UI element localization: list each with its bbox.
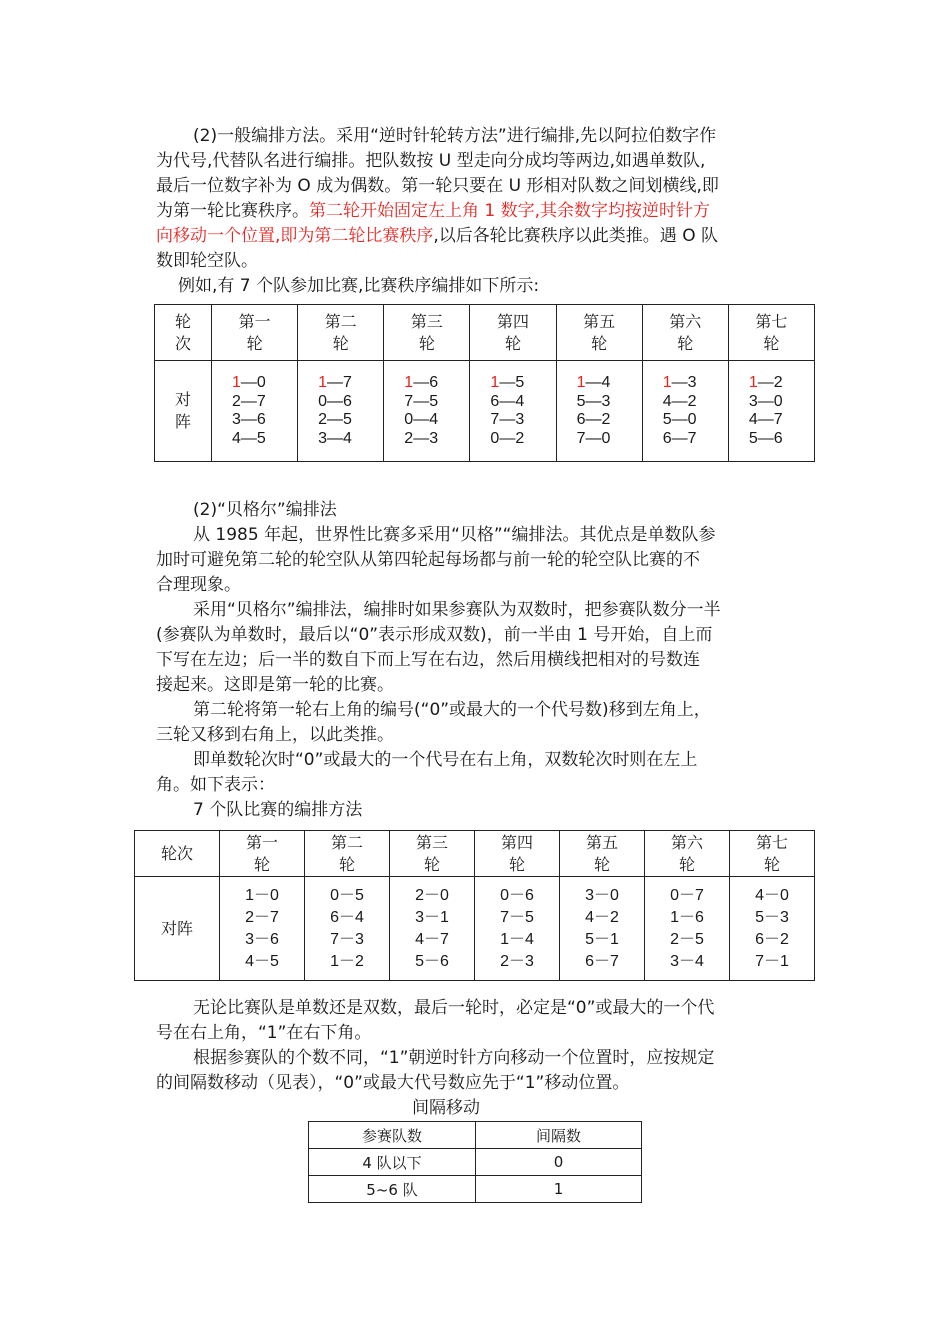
para1-line7: 例如,有 7 个队参加比赛,比赛秩序编排如下所示: [178,276,540,296]
pairing [232,393,297,412]
table1-round-2 [298,305,384,361]
pairing [404,393,469,412]
pairing-lead: 4 [662,392,672,410]
pairing [404,411,469,430]
t2-r6-a: 第六 [670,832,703,852]
para2-line5: 采用“贝格尔”编排法，编排时如果参赛队为双数时，把参赛队数分一半 [193,600,721,620]
table1-matchup-header-b: 阵 [174,412,191,431]
t2-r2-b: 轮 [338,854,355,874]
table2-round-2 [305,831,390,877]
t2-r4-b: 轮 [508,854,525,874]
para1-line3: 最后一位数字补为 O 成为偶数。第一轮只要在 U 形相对队数之间划横线,即 [156,176,719,196]
pairing [749,374,814,393]
pairing-lead: 1 [748,374,758,391]
table2-pairs-cell [730,877,815,981]
pairing-rest: —6 [240,411,266,428]
pairing: 3－6 [245,930,279,948]
table3-cell-teams: 4 队以下 [309,1149,476,1176]
para1-line6: 数即轮空队。 [156,251,258,271]
table2-header-row [135,831,815,877]
t1-r5-b: 轮 [591,333,608,353]
pairing: 1－4 [500,930,534,948]
pairing: 5－6 [415,952,449,970]
pairing: 4－2 [585,908,619,926]
table1-matchup-header [155,361,212,462]
berger-table [134,830,815,981]
pairing-lead: 4 [748,411,758,428]
table2-pairs-row [135,877,815,981]
para2-line7: 下写在左边；后一半的数自下而上写在右边，然后用横线把相对的号数连 [156,650,700,670]
pairing-rest: —7 [240,392,266,410]
pairing-rest: —4 [585,374,611,391]
pairing: 7－3 [330,930,364,948]
table2-round-1 [220,831,305,877]
t2-r3-b: 轮 [423,854,440,874]
para1-line4 [156,199,710,223]
pairing-lead: 2 [232,392,241,410]
pairing: 0－6 [500,886,534,904]
table1-round-header [155,305,212,361]
table2-pairs-cell [560,877,645,981]
pairing [749,411,814,430]
pairing-lead: 5 [748,429,758,447]
table1-pairs-cell [728,361,814,462]
pairing-lead: 5 [576,392,586,410]
table3-header-teams: 参赛队数 [309,1122,476,1149]
pairing-rest: —3 [499,411,525,428]
pairing-lead: 5 [662,411,672,428]
pairing-lead: 6 [662,429,672,447]
pairing-rest: —5 [413,392,439,410]
pairing-rest: —3 [585,392,611,410]
table2-round-3 [390,831,475,877]
para2-line2: 从 1985 年起，世界性比赛多采用“贝格”“编排法。其优点是单数队参 [193,525,716,545]
pairing-lead: 0 [490,429,500,447]
table3-cell-interval: 1 [476,1176,642,1203]
para3-line3: 根据参赛队的个数不同，“1”朝逆时针方向移动一个位置时，应按规定 [193,1048,715,1068]
pairing-rest: —6 [413,374,439,391]
table1-round-4 [470,305,556,361]
pairing-lead: 4 [232,429,241,447]
pairing-rest: —3 [413,429,439,447]
table1-round-7 [728,305,814,361]
pairing: 4－7 [415,930,449,948]
t1-r4-a: 第四 [496,311,529,331]
t2-r7-b: 轮 [763,854,780,874]
pairing: 6－4 [330,908,364,926]
table3-header-interval: 间隔数 [476,1122,642,1149]
para1-line5-end: ,以后各轮比赛秩序以此类推。遇 O 队 [433,226,718,246]
pairing: 5－1 [585,930,619,948]
para3-line1: 无论比赛队是单数还是双数，最后一轮时，必定是“0”或最大的一个代 [193,998,715,1018]
pairing-lead: 1 [232,374,241,391]
pairing: 2－5 [670,930,704,948]
pairing [577,393,642,412]
pairing [404,374,469,393]
para2-line12: 角。如下表示： [156,775,275,795]
para2-line11: 即单数轮次时“0”或最大的一个代号在右上角，双数轮次时则在左上 [193,750,698,770]
t2-r1-b: 轮 [253,854,270,874]
t2-r5-a: 第五 [585,832,618,852]
para1-line5-highlight: 向移动一个位置,即为第二轮比赛秩序 [156,226,434,246]
t2-r5-b: 轮 [593,854,610,874]
pairing-rest: —3 [671,374,697,391]
pairing: 1－6 [670,908,704,926]
t1-r1-b: 轮 [246,333,263,353]
para2-line3: 加时可避免第二轮的轮空队从第四轮起每场都与前一轮的轮空队比赛的不 [156,550,700,570]
pairing: 2－3 [500,952,534,970]
pairing: 3－4 [670,952,704,970]
t2-r6-b: 轮 [678,854,695,874]
table2-pairs-cell [390,877,475,981]
t1-r3-b: 轮 [418,333,435,353]
t2-r2-a: 第二 [330,832,363,852]
t1-r6-a: 第六 [669,311,702,331]
t1-r2-b: 轮 [332,333,349,353]
table2-round-7 [730,831,815,877]
pairing-lead: 7 [576,429,586,447]
t1-r6-b: 轮 [677,333,694,353]
table1-pairs-cell [470,361,556,462]
pairing [749,430,814,449]
pairing [318,411,383,430]
pairing-rest: —2 [499,429,525,447]
pairing-rest: —0 [757,392,783,410]
table1-pairs-cell [384,361,470,462]
pairing [232,374,297,393]
t2-r1-a: 第一 [245,832,278,852]
table2-matchup-header: 对阵 [135,877,220,981]
pairing-rest: —2 [757,374,783,391]
pairing [404,430,469,449]
para3-line4: 的间隔数移动（见表），“0”或最大代号数应先于“1”移动位置。 [156,1073,630,1093]
pairing-lead: 1 [404,374,414,391]
table3-row [309,1149,642,1176]
rotation-table-1 [154,304,815,462]
pairing [490,411,555,430]
pairing-lead: 1 [490,374,500,391]
table1-round-header-b: 次 [174,333,191,353]
pairing-rest: —0 [585,429,611,447]
para1-line2: 为代号,代替队名进行编排。把队数按 U 型走向分成均等两边,如遇单数队, [156,151,706,171]
table1-round-header-a: 轮 [174,311,191,331]
pairing-lead: 6 [490,392,500,410]
pairing-lead: 6 [576,411,586,428]
pairing-lead: 1 [576,374,586,391]
pairing-rest: —4 [413,411,439,428]
pairing [232,411,297,430]
pairing-lead: 7 [490,411,500,428]
para2-line9: 第二轮将第一轮右上角的编号(“0”或最大的一个代号数)移到左角上， [193,700,711,720]
pairing-lead: 0 [404,411,414,428]
pairing: 1－0 [245,886,279,904]
table1-header-row [155,305,815,361]
para1-line4-highlight: 第二轮开始固定左上角 1 数字,其余数字均按逆时针方 [309,201,711,221]
para2-line10: 三轮又移到右角上，以此类推。 [156,725,394,745]
table2-pairs-cell [475,877,560,981]
pairing-rest: —4 [499,392,525,410]
t1-r3-a: 第三 [410,311,443,331]
para2-line4: 合理现象。 [156,575,241,595]
para2-line1: (2)“贝格尔”编排法 [193,500,337,520]
pairing-rest: —7 [327,374,352,391]
pairing [318,374,383,393]
table1-matchup-header-a: 对 [174,390,191,409]
table1-round-5 [556,305,642,361]
pairing [749,393,814,412]
pairing-lead: 3 [318,429,328,447]
table1-pairs-row [155,361,815,462]
pairing [490,374,555,393]
table2-pairs-cell [645,877,730,981]
table1-round-1 [212,305,298,361]
pairing: 4－0 [755,886,789,904]
pairing-rest: —7 [757,411,783,428]
pairing: 3－0 [585,886,619,904]
table2-caption: 7 个队比赛的编排方法 [193,800,363,820]
pairing: 5－3 [755,908,789,926]
pairing: 3－1 [415,908,449,926]
pairing [490,430,555,449]
pairing: 6－7 [585,952,619,970]
t1-r7-a: 第七 [755,311,788,331]
table1-pairs-cell [212,361,298,462]
pairing [663,411,728,430]
pairing-rest: —0 [240,374,266,391]
para1-line1: (2)一般编排方法。采用“逆时针轮转方法”进行编排,先以阿拉伯数字作 [193,126,717,146]
pairing [663,430,728,449]
pairing-rest: —0 [671,411,697,428]
pairing-lead: 1 [662,374,672,391]
pairing [577,411,642,430]
pairing-rest: —2 [585,411,611,428]
pairing-rest: —5 [240,429,266,447]
pairing [490,393,555,412]
pairing-lead: 1 [318,374,328,391]
para1-line5 [156,224,718,248]
pairing: 2－7 [245,908,279,926]
table1-round-3 [384,305,470,361]
table1-pairs-cell [298,361,384,462]
t2-r7-a: 第七 [755,832,788,852]
para1-line4-start: 为第一轮比赛秩序。 [156,201,309,221]
pairing [318,430,383,449]
pairing-lead: 7 [404,392,414,410]
t1-r2-a: 第二 [324,311,357,331]
table3-row [309,1176,642,1203]
pairing: 6－2 [755,930,789,948]
table1-round-6 [642,305,728,361]
pairing [232,430,297,449]
pairing: 0－7 [670,886,704,904]
t2-r4-a: 第四 [500,832,533,852]
para2-line8: 接起来。这即是第一轮的比赛。 [156,675,394,695]
t1-r1-a: 第一 [238,311,271,331]
pairing: 0－5 [330,886,364,904]
pairing [663,393,728,412]
pairing [577,374,642,393]
pairing [577,430,642,449]
table2-round-4 [475,831,560,877]
table3-header-row [309,1122,642,1149]
table2-pairs-cell [305,877,390,981]
pairing-lead: 2 [404,429,414,447]
table1-pairs-cell [556,361,642,462]
t2-r3-a: 第三 [415,832,448,852]
pairing-rest: —5 [327,411,352,428]
table3-caption: 间隔移动 [412,1098,480,1118]
pairing-lead: 3 [748,392,758,410]
t1-r5-a: 第五 [583,311,616,331]
table2-round-6 [645,831,730,877]
pairing-rest: —2 [671,392,697,410]
t1-r7-b: 轮 [763,333,780,353]
pairing: 2－0 [415,886,449,904]
table2-round-5 [560,831,645,877]
pairing-rest: —6 [757,429,783,447]
pairing [318,393,383,412]
pairing: 7－1 [755,952,789,970]
table3-cell-interval: 0 [476,1149,642,1176]
t1-r4-b: 轮 [504,333,521,353]
table2-pairs-cell [220,877,305,981]
pairing: 1－2 [330,952,364,970]
pairing-lead: 3 [232,411,241,428]
table1-pairs-cell [642,361,728,462]
pairing-rest: —6 [327,392,352,410]
para2-line6: (参赛队为单数时，最后以“0”表示形成双数)，前一半由 1 号开始，自上而 [156,625,713,645]
para3-line2: 号在右上角，“1”在右下角。 [156,1023,372,1043]
pairing-rest: —5 [499,374,525,391]
pairing-rest: —4 [327,429,352,447]
table2-round-header: 轮次 [135,831,220,877]
pairing-lead: 2 [318,411,328,428]
pairing: 4－5 [245,952,279,970]
pairing-lead: 0 [318,392,328,410]
table3-cell-teams: 5~6 队 [309,1176,476,1203]
interval-table [308,1121,642,1203]
pairing [663,374,728,393]
pairing: 7－5 [500,908,534,926]
pairing-rest: —7 [671,429,697,447]
